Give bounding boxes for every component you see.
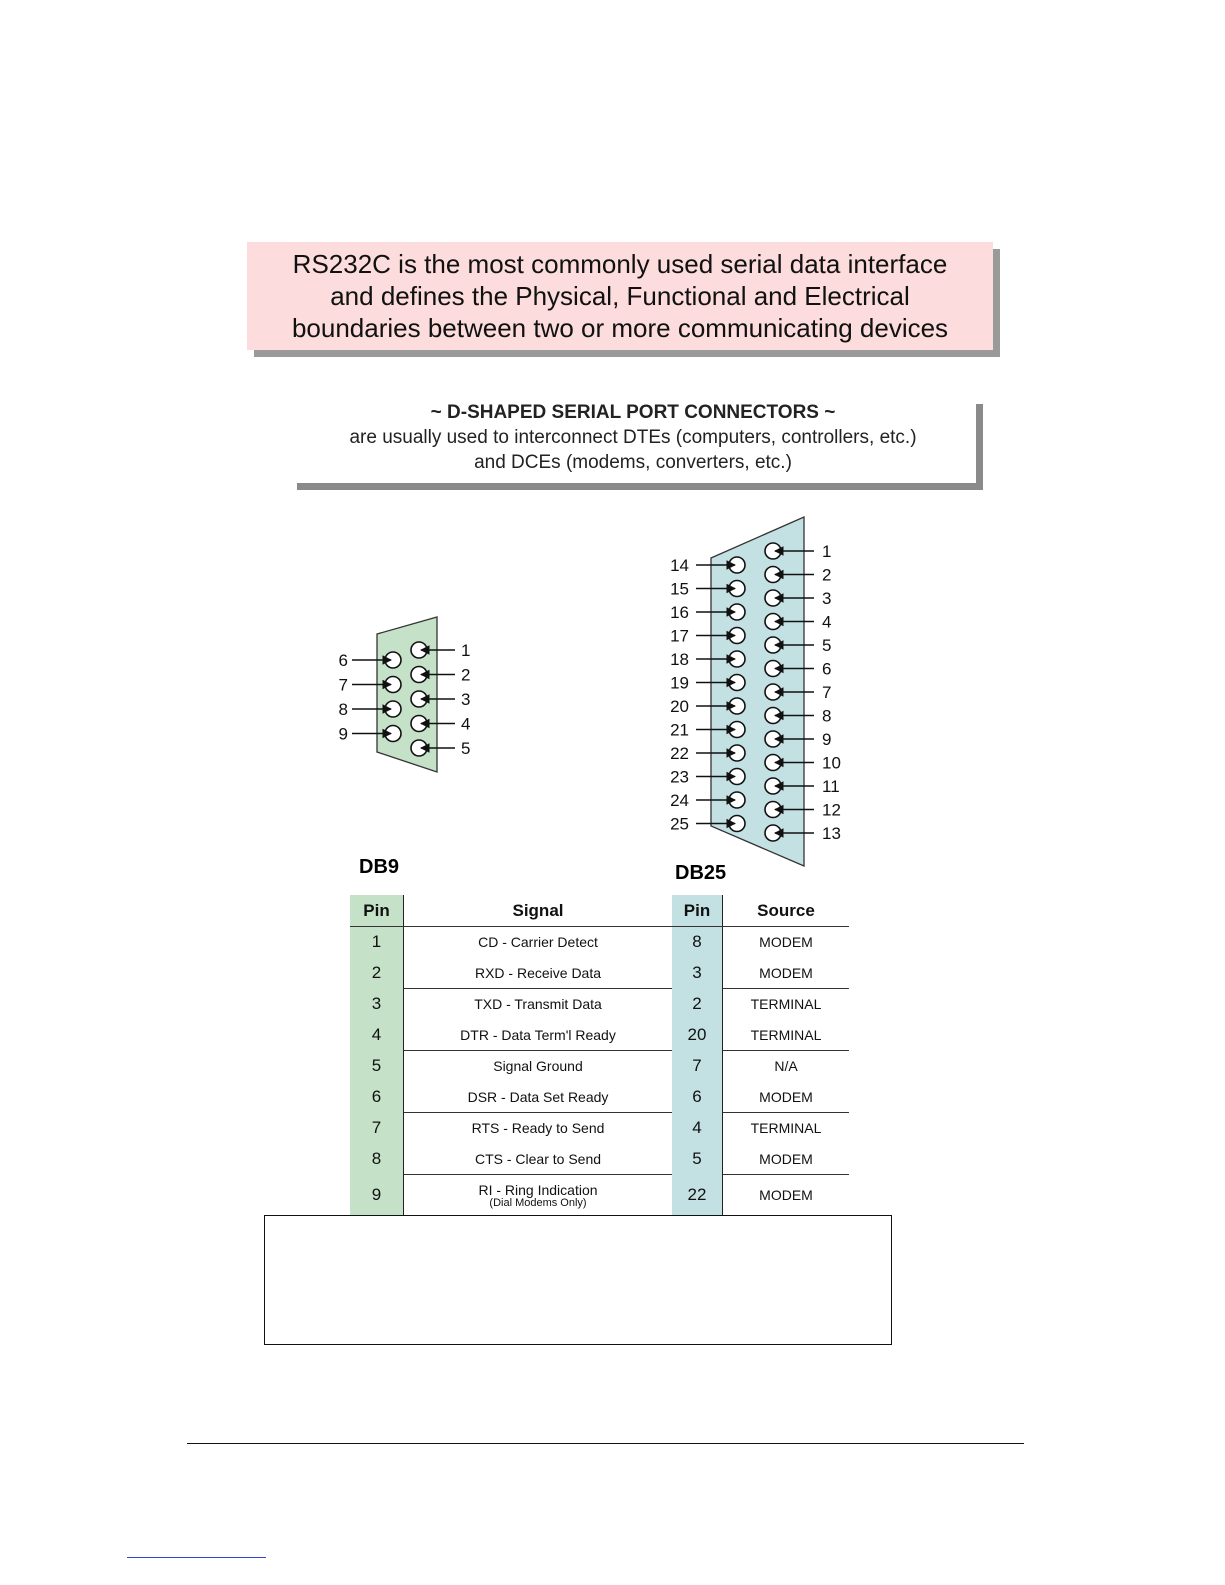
table-row xyxy=(350,1113,849,1144)
pin-2-label: 2 xyxy=(822,565,832,585)
signal-name: DSR - Data Set Ready xyxy=(404,1082,673,1113)
pin-4-label: 4 xyxy=(822,612,832,632)
signal-name: RTS - Ready to Send xyxy=(471,1120,605,1137)
signal-source: MODEM xyxy=(723,958,850,989)
signal-name: CTS - Clear to Send xyxy=(404,1144,673,1175)
table-row xyxy=(350,1051,849,1082)
header-pin-db25: Pin xyxy=(672,895,723,927)
signal-note: (Dial Modems Only) xyxy=(489,1196,587,1209)
table-row xyxy=(350,1082,849,1113)
pin-table xyxy=(350,895,849,1215)
db9-pin: 4 xyxy=(350,1020,404,1051)
header-pin-db9: Pin xyxy=(350,895,404,927)
pin-9-label: 9 xyxy=(338,724,348,744)
pin-24-label: 24 xyxy=(670,791,689,810)
db25-pin: 7 xyxy=(672,1051,723,1082)
table-row xyxy=(350,1144,849,1175)
footer-link-underline xyxy=(127,1557,266,1558)
pin-13-label: 13 xyxy=(822,824,841,843)
pin-14-label: 14 xyxy=(670,556,689,575)
signal-source: N/A xyxy=(774,1058,798,1075)
pin-25-label: 25 xyxy=(670,814,689,834)
pin-7-label: 7 xyxy=(338,675,348,695)
signal-name: RXD - Receive Data xyxy=(404,958,673,989)
db9-pin: 9 xyxy=(350,1175,404,1216)
signal-name: TXD - Transmit Data xyxy=(474,996,602,1013)
pin-8-label: 8 xyxy=(822,706,832,726)
signal-name-cell xyxy=(404,1175,673,1216)
db25-pin: 2 xyxy=(672,989,723,1020)
pin-17-label: 17 xyxy=(670,626,689,646)
db9-pin: 5 xyxy=(350,1051,404,1082)
empty-note-box xyxy=(264,1215,892,1345)
dsub-line-2: and DCEs (modems, converters, etc.) xyxy=(474,452,792,473)
pin-6-label: 6 xyxy=(338,651,348,670)
pin-15-label: 15 xyxy=(670,579,689,599)
db9-pin: 7 xyxy=(350,1113,404,1144)
pin-12-label: 12 xyxy=(822,800,841,820)
db25-title: DB25 xyxy=(675,862,727,884)
table-row xyxy=(350,989,849,1020)
table-row xyxy=(350,958,849,989)
pin-1-label: 1 xyxy=(822,542,832,561)
pin-6-label: 6 xyxy=(822,659,832,679)
db9-pin: 1 xyxy=(350,927,404,958)
db9-pin: 2 xyxy=(350,958,404,989)
signal-source: MODEM xyxy=(759,1187,813,1203)
signal-name: RI - Ring Indication xyxy=(478,1181,598,1198)
header-signal: Signal xyxy=(404,895,673,927)
intro-line-1: RS232C is the most commonly used serial data interface xyxy=(292,249,948,279)
pin-22-label: 22 xyxy=(670,744,689,763)
db25-pin: 4 xyxy=(672,1113,723,1144)
signal-name: Signal Ground xyxy=(493,1058,583,1075)
db25-pin: 8 xyxy=(672,927,723,958)
pin-8-label: 8 xyxy=(338,700,348,719)
db25-connector xyxy=(670,517,841,866)
db25-pin: 3 xyxy=(672,958,723,989)
db25-pin: 20 xyxy=(672,1020,723,1051)
pin-23-label: 23 xyxy=(670,767,689,787)
pin-16-label: 16 xyxy=(670,603,689,622)
pin-5-label: 5 xyxy=(461,739,471,758)
pin-18-label: 18 xyxy=(670,650,689,669)
db25-pin: 6 xyxy=(672,1082,723,1113)
pin-7-label: 7 xyxy=(822,683,832,702)
pin-11-label: 11 xyxy=(822,777,840,796)
header-source: Source xyxy=(723,895,850,927)
dsub-line-1: are usually used to interconnect DTEs (computers, controllers, etc.) xyxy=(349,427,917,448)
signal-source: MODEM xyxy=(723,1144,850,1175)
signal-source: TERMINAL xyxy=(750,1120,822,1137)
db9-pin: 3 xyxy=(350,989,404,1020)
signal-name: DTR - Data Term'l Ready xyxy=(404,1020,673,1051)
signal-source: MODEM xyxy=(759,934,813,951)
db9-connector xyxy=(339,617,471,772)
pin-5-label: 5 xyxy=(822,636,832,655)
db25-pin: 5 xyxy=(672,1144,723,1175)
db9-pin: 6 xyxy=(350,1082,404,1113)
pin-3-label: 3 xyxy=(822,589,832,608)
intro-line-3: boundaries between two or more communicating devices xyxy=(291,313,949,343)
table-row xyxy=(350,1175,849,1216)
dsub-heading: ~ D-SHAPED SERIAL PORT CONNECTORS ~ xyxy=(430,402,836,423)
pin-21-label: 21 xyxy=(670,720,689,740)
signal-name: CD - Carrier Detect xyxy=(478,934,598,951)
table-row xyxy=(350,927,849,958)
signal-source: TERMINAL xyxy=(750,996,822,1013)
pin-4-label: 4 xyxy=(461,714,471,734)
pin-1-label: 1 xyxy=(461,641,471,660)
db25-pin: 22 xyxy=(672,1175,723,1216)
signal-source: MODEM xyxy=(723,1082,850,1113)
intro-line-2: and defines the Physical, Functional and Electrical xyxy=(330,281,910,311)
pin-19-label: 19 xyxy=(670,673,689,693)
signal-source: TERMINAL xyxy=(723,1020,850,1051)
table-row xyxy=(350,1020,849,1051)
pin-10-label: 10 xyxy=(822,753,841,773)
footer-divider xyxy=(187,1443,1024,1444)
pin-9-label: 9 xyxy=(822,730,832,749)
pin-2-label: 2 xyxy=(461,665,471,685)
pin-3-label: 3 xyxy=(461,690,471,709)
table-header-row xyxy=(350,895,849,927)
pin-20-label: 20 xyxy=(670,697,689,716)
db9-title: DB9 xyxy=(359,856,400,878)
db9-pin: 8 xyxy=(350,1144,404,1175)
